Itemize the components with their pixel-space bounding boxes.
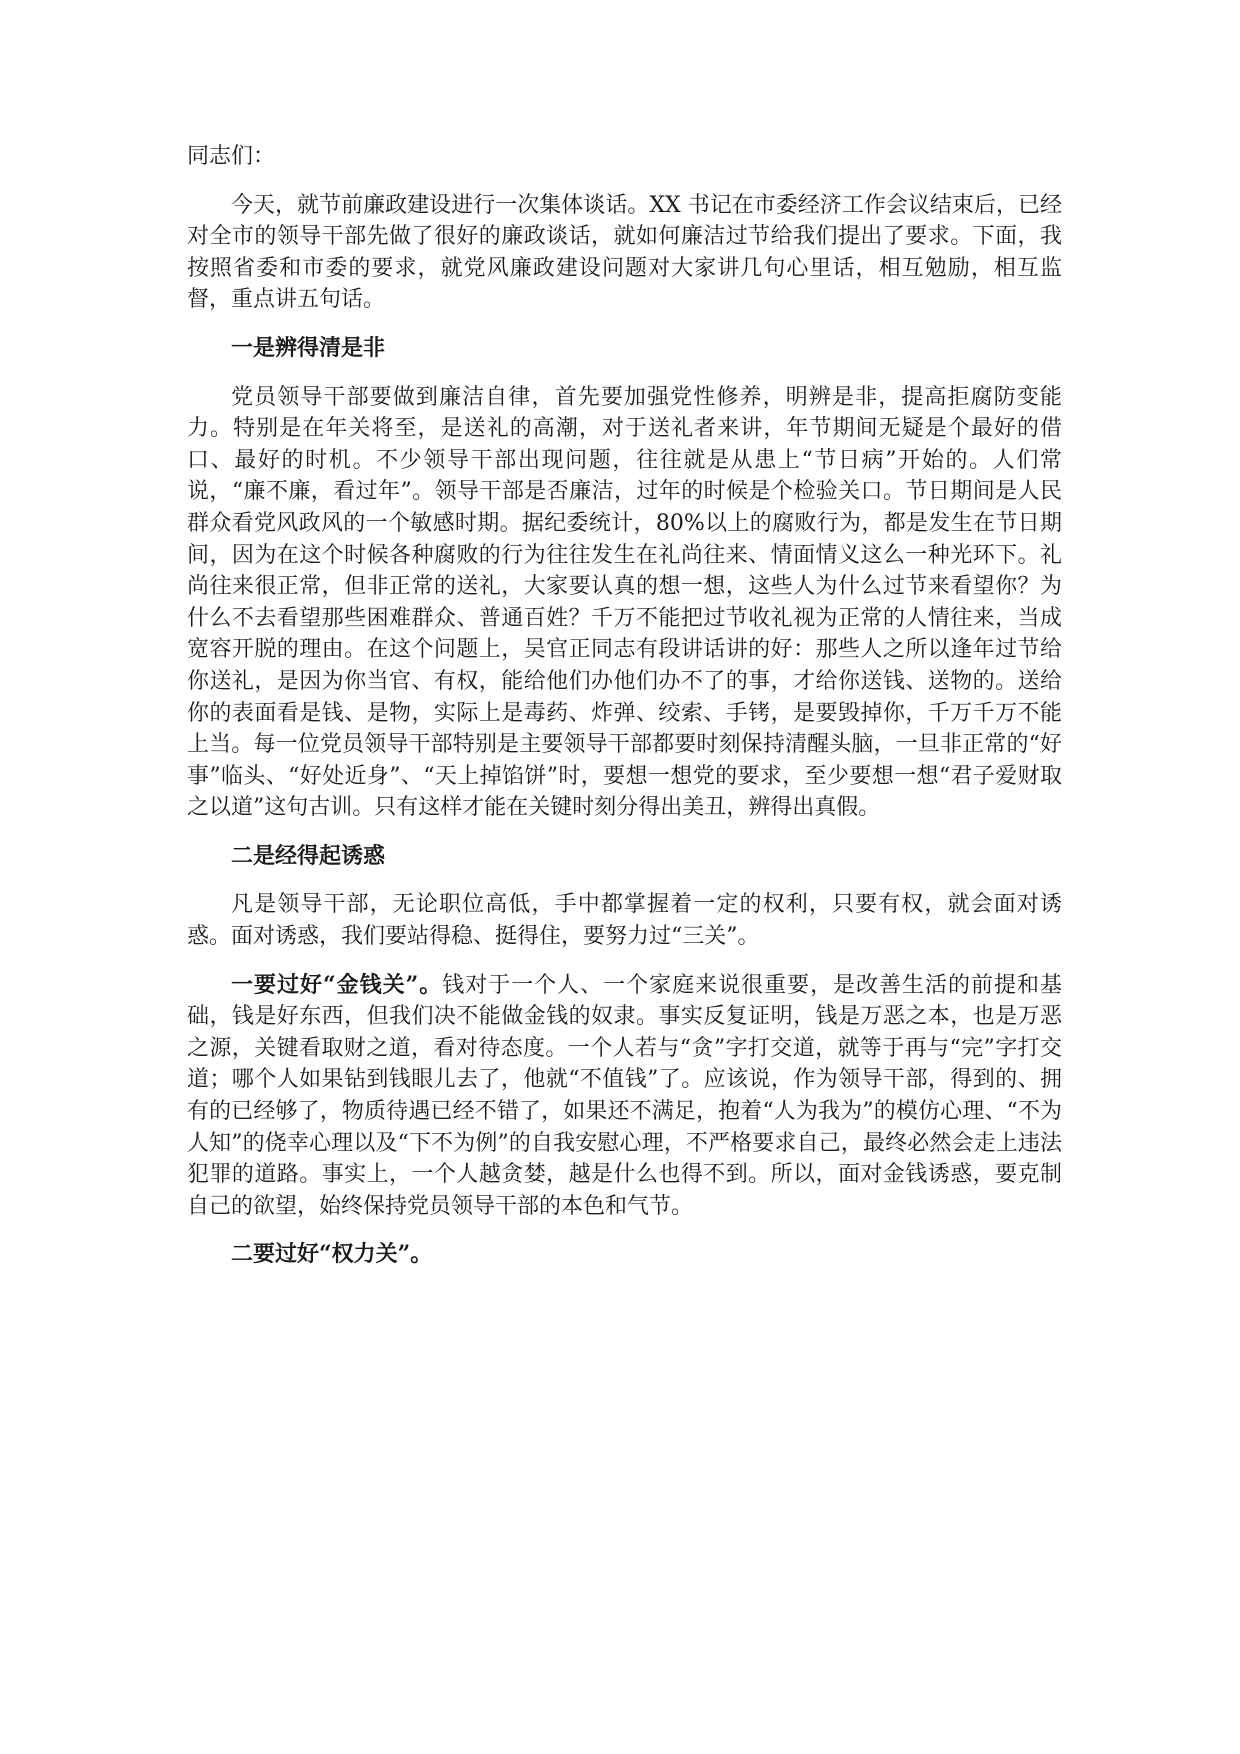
salutation: 同志们：	[187, 144, 276, 169]
point-1-paragraph	[187, 970, 1062, 1223]
section-heading-1: 一是辨得清是非	[231, 334, 386, 361]
intro-paragraph: 今天，就节前廉政建设进行一次集体谈话。XX 书记在市委经济工作会议结束后，已经对全市的领导干部先做了很好的廉政谈话，就如何廉洁过节给我们提出了要求。下面，我按照省委和市委的要求，就党风廉政建设问题对大家讲几句心里话，相互勉励，相互监督，重点讲五句话。	[187, 192, 1062, 313]
point-2-paragraph	[187, 1239, 1062, 1271]
section-2-paragraph: 凡是领导干部，无论职位高低，手中都掌握着一定的权利，只要有权，就会面对诱惑。面对诱惑，我们要站得稳、挺得住，要努力过“三关”。	[187, 892, 1062, 950]
section-1-paragraph: 党员领导干部要做到廉洁自律，首先要加强党性修养，明辨是非，提高拒腐防变能力。特别是在年关将至，是送礼的高潮，对于送礼者来讲，年节期间无疑是个最好的借口、最好的时机。不少领导干部出现问题，往往就是从患上“节日病”开始的。人们常说，“廉不廉，看过年”。领导干部是否廉洁，过年的时候是个检验关口。节日期间是人民群众看党风政风的一个敏感时期。据纪委统计，80%以上的腐败行为，都是发生在节日期间，因为在这个时候各种腐败的行为往往发生在礼尚往来、情面情义这么一种光环下。礼尚往来很正常，但非正常的送礼，大家要认真的想一想，这些人为什么过节来看望你？为什么不去看望那些困难群众、普通百姓？千万不能把过节收礼视为正常的人情往来，当成宽容开脱的理由。在这个问题上，吴官正同志有段讲话讲的好：那些人之所以逢年过节给你送礼，是因为你当官、有权，能给他们办他们办不了的事，才给你送钱、送物的。送给你的表面看是钱、是物，实际上是毒药、炸弹、绞索、手铐，是要毁掉你，千万千万不能上当。每一位党员领导干部特别是主要领导干部都要时刻保持清醒头脑，一旦非正常的“好事”临头、“好处近身”、“天上掉馅饼”时，要想一想党的要求，至少要想一想“君子爱财取之以道”这句古训。只有这样才能在关键时刻分得出美丑，辨得出真假。	[187, 384, 1062, 821]
point-1-lead: 一要过好“金钱关”。	[231, 971, 443, 998]
document-body	[187, 141, 1062, 1288]
point-1-body: 钱对于一个人、一个家庭来说很重要，是改善生活的前提和基础，钱是好东西，但我们决不能做金钱的奴隶。事实反复证明，钱是万恶之本，也是万恶之源，关键看取财之道，看对待态度。一个人若与“贪”字打交道，就等于再与“完”字打交道；哪个人如果钻到钱眼儿去了，他就“不值钱”了。应该说，作为领导干部，得到的、拥有的已经够了，物质待遇已经不错了，如果还不满足，抱着“人为我为”的模仿心理、“不为人知”的侥幸心理以及“下不为例”的自我安慰心理，不严格要求自己，最终必然会走上违法犯罪的道路。事实上，一个人越贪婪，越是什么也得不到。所以，面对金钱诱惑，要克制自己的欲望，始终保持党员领导干部的本色和气节。	[187, 972, 1062, 1219]
point-2-lead: 二要过好“权力关”。	[231, 1241, 433, 1268]
section-heading-2: 二是经得起诱惑	[231, 842, 386, 869]
